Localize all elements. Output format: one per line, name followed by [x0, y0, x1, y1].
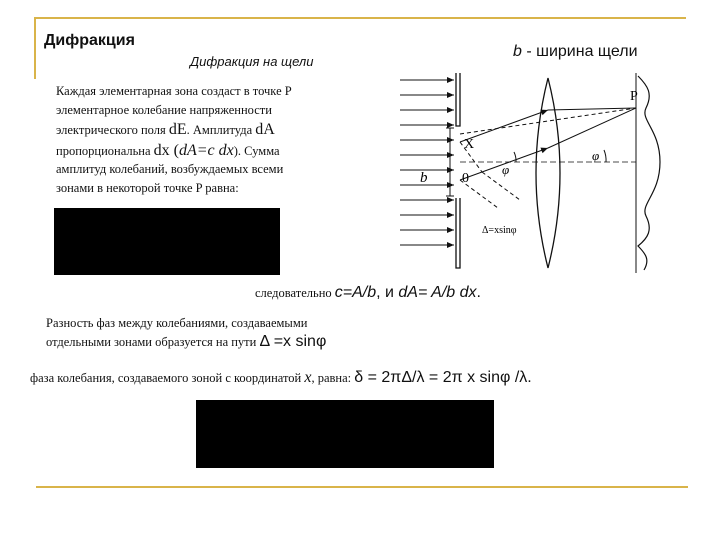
slit-width-desc: - ширина щели — [521, 43, 638, 60]
left-rule — [34, 17, 36, 79]
p1-line1: Каждая элементарная зона создаст в точке P — [56, 84, 292, 98]
top-rule — [34, 17, 686, 19]
label-0: 0 — [462, 171, 469, 186]
label-phi-1: φ — [502, 162, 510, 177]
p1-line6: зонами в некоторой точке P равна: — [56, 180, 239, 195]
consequence-mid: , и — [376, 284, 399, 301]
paragraph-phase-diff — [46, 314, 326, 351]
formula-image-amplitude — [196, 400, 494, 468]
incident-rays — [400, 80, 454, 245]
label-P: P — [630, 89, 638, 104]
p1-line3 — [56, 121, 376, 140]
bottom-rule — [36, 486, 688, 488]
p1-l3c: . Амплитуда — [186, 123, 256, 137]
p1-l3a: электрического поля — [56, 123, 169, 137]
p1-line4 — [56, 142, 376, 161]
label-path-difference: Δ=xsinφ — [482, 225, 517, 236]
p1-l4e: ). Сумма — [233, 143, 280, 158]
intensity-distribution — [638, 76, 660, 270]
p1-line2: элементарное колебание напряженности — [56, 102, 272, 117]
p1-l4a: пропорциональна — [56, 143, 154, 158]
b-symbol: b — [513, 43, 522, 60]
dA-symbol: dA — [255, 121, 275, 138]
consequence-line — [255, 284, 481, 303]
consequence-prefix: следовательно — [255, 286, 335, 300]
p3-prefix: фаза колебания, создаваемого зоной с координатой — [30, 371, 305, 385]
p1-l4c: ( — [169, 141, 179, 159]
p2-line2-text: отдельными зонами образуется на пути — [46, 334, 260, 349]
dA-b-formula: dA= A/b dx — [398, 284, 477, 301]
slit-width-label — [513, 43, 638, 61]
paragraph-zones — [56, 82, 376, 197]
slide-title: Дифракция — [44, 32, 135, 49]
p1-line5: амплитуд колебаний, возбуждаемых всеми — [56, 162, 284, 176]
x-symbol: x — [304, 369, 312, 386]
c-formula: c=A/b — [334, 284, 377, 301]
dA-formula: dA=c dx — [178, 141, 234, 159]
label-phi-2: φ — [592, 148, 600, 163]
slit-diffraction-diagram — [398, 68, 698, 278]
path-diff-formula: Δ =x sinφ — [259, 332, 327, 350]
formula-image-sum — [54, 208, 280, 275]
diffracted-rays — [460, 108, 636, 180]
slit-width-marker — [446, 128, 454, 196]
angle-arc-2 — [604, 150, 606, 162]
p3-mid: , равна: — [311, 371, 355, 385]
dx-symbol: dx — [153, 141, 170, 159]
phase-formula: δ = 2πΔ/λ = 2π x sinφ /λ. — [354, 369, 532, 386]
label-b: b — [420, 170, 428, 186]
p2-line1: Разность фаз между колебаниями, создаваемыми — [46, 316, 308, 330]
consequence-end: . — [476, 284, 481, 301]
label-X: X — [464, 137, 475, 152]
slide-subtitle: Дифракция на щели — [190, 54, 314, 69]
p2-line2 — [46, 333, 326, 352]
lens — [536, 78, 560, 268]
slit-screen — [456, 73, 460, 268]
paragraph-phase — [30, 369, 532, 388]
dE-symbol: dE — [168, 121, 187, 138]
